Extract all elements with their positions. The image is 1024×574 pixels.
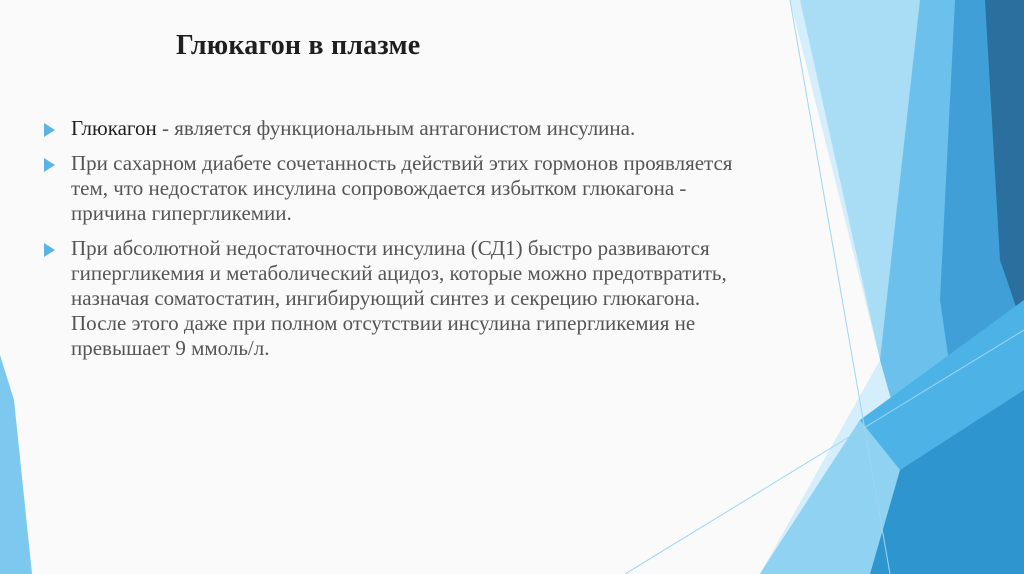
bullet-term: Глюкагон (71, 116, 157, 140)
bullet-list (44, 116, 744, 371)
arrow-bullet-icon (44, 243, 55, 257)
slide-title: Глюкагон в плазме (176, 30, 421, 61)
bullet-item-1 (44, 116, 744, 141)
bullet-text: При абсолютной недостаточности инсулина (СД1) быстро развиваются гипергликемия и метаболический ацидоз, которые можно предотвратить, назначая соматостатин, ингибирующий синтез и секрецию глюкагона. После этого даже при полном отсутствии инсулина гипергликемия не превышает 9 ммоль/л. (71, 236, 727, 360)
left-accent-shape (0, 355, 32, 574)
bullet-text: При сахарном диабете сочетанность действий этих гормонов проявляется тем, что недостаток инсулина сопровождается избытком глюкагона - причина гипергликемии. (71, 151, 733, 225)
bullet-item-2 (44, 151, 744, 226)
bullet-item-3 (44, 236, 744, 361)
arrow-bullet-icon (44, 158, 55, 172)
arrow-bullet-icon (44, 123, 55, 137)
bullet-text: - является функциональным антагонистом инсулина. (156, 116, 636, 140)
